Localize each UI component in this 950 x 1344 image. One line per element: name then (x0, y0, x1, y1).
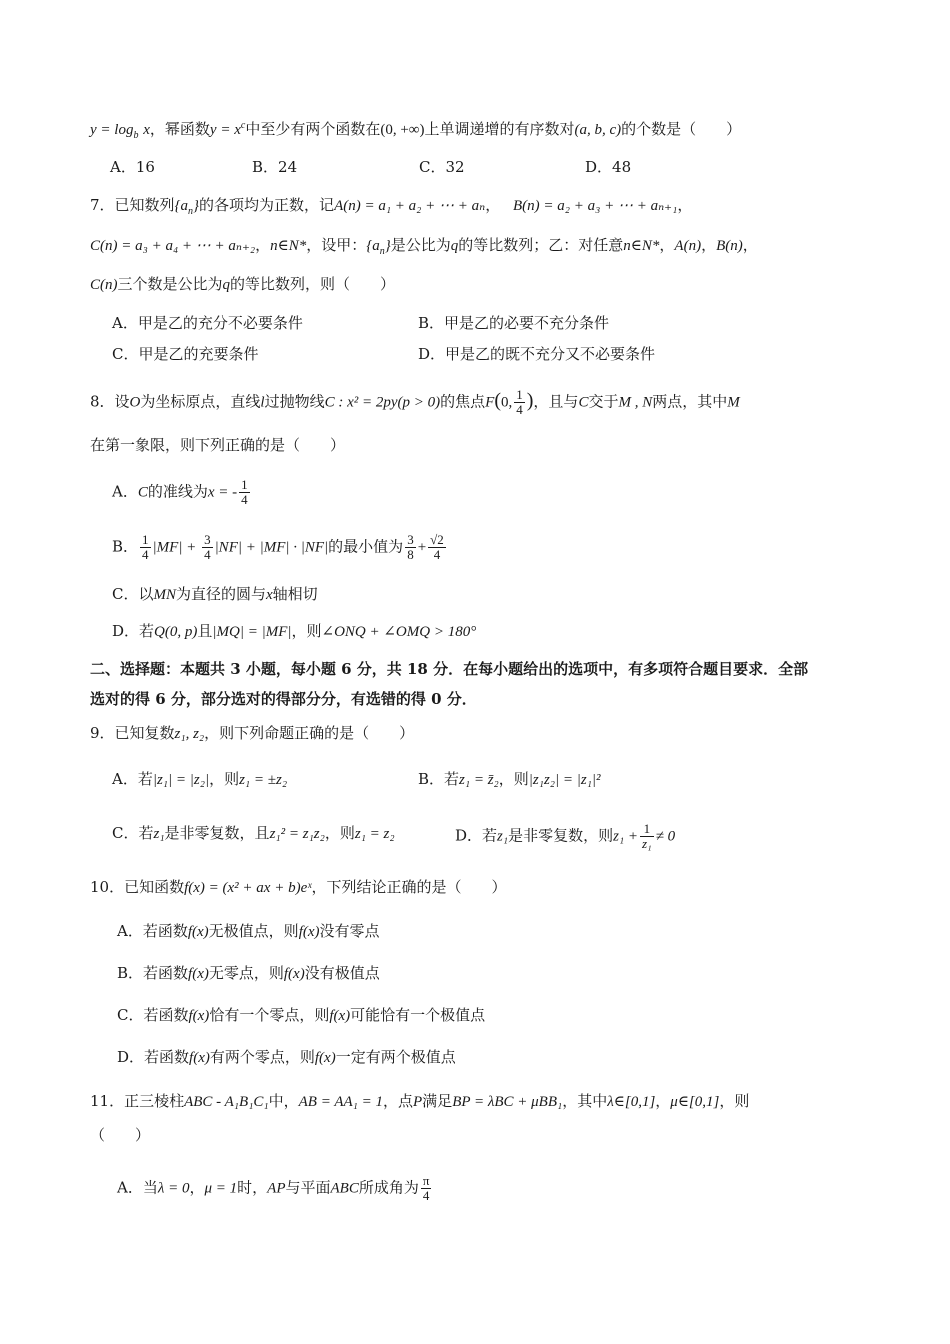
q6-interval: (0, +∞) (380, 122, 425, 138)
q9-d-t: 是非零复数，则 (508, 826, 614, 845)
q9-stem (90, 722, 414, 745)
q8-focus: ( (494, 389, 501, 412)
q8-option-b[interactable]: B． $\frac{1}{4}$ |MF| + $\frac{3}{4}$ |NF| + |MF| · |NF|的最小值为 $\frac{3}{8}$ + $\frac{√2}{4}$ (112, 532, 444, 562)
q9-b-cond: z₁ = z̄₂ (459, 772, 499, 788)
q8-t4: ，且与 (533, 392, 579, 411)
q10-c-4: 可能恰有一个极值点 (350, 1006, 486, 1024)
q8-focus-zero: 0 (501, 394, 509, 411)
q7-t1: 是公比为 (390, 236, 451, 254)
q10-b-0: B．若函数 (117, 964, 189, 982)
q7-comma2: ， (677, 196, 693, 214)
q10-d-1: f(x) (189, 1050, 210, 1066)
q6-log-x: x (143, 122, 150, 138)
q7-t3: 的等比数列，则（ ） (230, 275, 396, 293)
q11-t6: ，则 (719, 1092, 750, 1110)
q11-len: AB = AA₁ = 1 (298, 1094, 383, 1110)
q8-option-a[interactable] (112, 478, 252, 507)
q6-power: y = x (209, 122, 241, 138)
q8-a-C: C (137, 484, 148, 501)
q7-q: q (450, 238, 459, 254)
q6-tail-line (90, 118, 741, 141)
q9-stem-a: 9．已知复数 (90, 724, 175, 742)
q6-text4: 的个数是（ ） (621, 120, 742, 138)
q9-c-t2: ，则 (324, 824, 355, 842)
q8-d-eq: |MQ| = |MF| (212, 624, 292, 640)
q11-t5: ， (655, 1092, 671, 1110)
q9-option-a[interactable] (112, 768, 287, 791)
q9-c-t: 是非零复数，且 (164, 824, 270, 842)
q10-option-c[interactable] (117, 1004, 485, 1027)
q9-b-res: |z₁z₂| = |z₁|² (528, 772, 601, 788)
q7-B: B(n) = a₂ + a₃ + ⋯ + aₙ₊₁ (513, 198, 678, 214)
q7-q2: q (222, 277, 231, 293)
q8-d-label: D．若 (112, 622, 155, 640)
q6-text3: 上单调递增的有序数对 (424, 120, 575, 138)
q11-line2: （ ） (90, 1126, 151, 1144)
q7-nN: n∈N* (270, 238, 307, 254)
q8-F: F (485, 394, 495, 411)
q10-c-3: f(x) (329, 1008, 351, 1024)
q8-t3: 的焦点 (440, 392, 486, 411)
q10-b-4: 没有极值点 (304, 964, 380, 982)
q8-b-MF: |MF| + (152, 539, 201, 556)
q10-b-2: 无零点，则 (208, 964, 284, 982)
q11-mu: μ∈[0,1] (670, 1094, 720, 1110)
q8-line1 (90, 388, 740, 417)
q8-t6: 两点，其中 (652, 392, 728, 411)
q10-option-b[interactable] (117, 962, 380, 985)
q11-stem: 11．正三棱柱 (90, 1092, 185, 1110)
q7-c1: ， (255, 236, 271, 254)
q10-b-3: f(x) (283, 966, 305, 982)
q10-a-3: f(x) (298, 924, 320, 940)
q8-d-t: 且 (197, 622, 213, 640)
q10-d-3: f(x) (314, 1050, 336, 1066)
q8-t5: 交于 (588, 392, 619, 411)
q10-a-0: A．若函数 (117, 922, 188, 940)
q11-a-t: 时， (237, 1178, 268, 1197)
q10-d-2: 有两个零点，则 (209, 1048, 315, 1066)
q9-option-b[interactable] (418, 768, 601, 791)
q11-a-t3: 所成角为 (358, 1178, 419, 1197)
q9-c-z: z₁ (153, 826, 165, 842)
q11-prism: ABC - A₁B₁C₁ (184, 1094, 269, 1110)
q11-line1 (90, 1090, 749, 1113)
q10-c-0: C．若函数 (117, 1006, 189, 1024)
q10-stem (90, 876, 507, 899)
q11-a-AP: AP (267, 1180, 286, 1197)
q8-l: l (260, 394, 265, 411)
q7-c4: ， (742, 236, 758, 254)
q9-d-label: D．若 (455, 826, 498, 845)
q8-c-t: 为直径的圆与 (175, 585, 266, 603)
q7-jia: ，设甲： (306, 236, 367, 254)
q11-t3: 满足 (422, 1092, 453, 1110)
q6-text2: 中至少有两个函数在 (245, 120, 381, 138)
q11-lambda: λ∈[0,1] (607, 1094, 656, 1110)
q7-t2: 三个数是公比为 (117, 275, 223, 293)
q7-seq: $\{a_n\}$ (174, 198, 200, 217)
q8-option-d[interactable] (112, 620, 476, 643)
q6-option-a[interactable]: A．16 (110, 158, 155, 176)
q9-b-t: ，则 (498, 770, 529, 788)
q10-a-2: 无极值点，则 (208, 922, 299, 940)
q7-yi: 的等比数列；乙：对任意 (458, 236, 624, 254)
q7-nN2: n∈N* (623, 238, 660, 254)
q9-d-expr: z₁ + (613, 828, 639, 845)
q7-text: 的各项均为正数，记 (199, 196, 335, 214)
q8-a-frac: $\frac{1}{4}$ (241, 477, 248, 507)
q6-text: ，幂函数 (149, 120, 210, 138)
q7-comma: ， (485, 196, 501, 214)
q8-a-label: A． (112, 482, 138, 501)
q7-option-c[interactable]: C．甲是乙的充要条件 (112, 345, 259, 363)
q10-d-0: D．若函数 (117, 1048, 190, 1066)
q8-focus-comma: , (508, 394, 513, 411)
q8-d-angle: ∠ONQ + ∠OMQ > 180° (321, 624, 477, 640)
q7-c2: ， (659, 236, 675, 254)
q9-a-label: A．若 (112, 770, 153, 788)
q9-a-cond: |z₁| = |z₂| (152, 772, 210, 788)
q7-line1 (90, 194, 692, 217)
q10-a-4: 没有零点 (319, 922, 380, 940)
q10-stem-c: ，下列结论正确的是（ ） (311, 878, 507, 896)
q7-Cn: C(n) (90, 277, 118, 293)
q8-b-frac1: $\frac{1}{4}$ (142, 532, 149, 562)
q11-a-c: ， (189, 1178, 205, 1197)
section2-line1: 二、选择题：本题共 3 小题，每小题 6 分，共 18 分．在每小题给出的选项中，有多项符合题目要求．全部 (90, 660, 809, 678)
q9-c-res: z₁ = z₂ (354, 826, 395, 842)
q8-MN: M , N (618, 394, 653, 411)
q10-a-1: f(x) (187, 924, 209, 940)
q7-option-d[interactable]: D．甲是乙的既不充分又不必要条件 (418, 345, 656, 363)
q7-c3: ， (701, 236, 717, 254)
q10-c-1: f(x) (188, 1008, 210, 1024)
q11-option-a[interactable] (117, 1174, 433, 1203)
q8-c-x: x (266, 587, 273, 603)
q7-Bn: B(n) (716, 238, 743, 254)
q7-stem: 7．已知数列 (90, 196, 175, 214)
q8-stem: 8．设 (90, 392, 130, 411)
q8-b-expr: |NF| + |MF| · |NF| (214, 539, 329, 556)
q11-a-lambda: λ = 0 (157, 1180, 190, 1197)
q9-d-z: z₁ (497, 828, 509, 845)
q10-d-4: 一定有两个极值点 (335, 1048, 456, 1066)
q8-c-t2: 轴相切 (272, 585, 318, 603)
q7-seq2: $\{a_n\}$ (366, 238, 391, 257)
q8-option-c[interactable] (112, 583, 318, 606)
q8-b-t: 的最小值为 (328, 537, 404, 556)
q6-option-b[interactable]: B．24 (252, 158, 298, 176)
q11-vec: BP = λBC + μBB₁ (452, 1094, 563, 1110)
q9-option-d[interactable] (455, 822, 675, 851)
q11-a-mu: μ = 1 (204, 1180, 238, 1197)
q8-t2: 过抛物线 (264, 392, 325, 411)
q9-d-ne: ≠ 0 (655, 828, 676, 845)
q8-d-Q: Q(0, p) (154, 624, 198, 640)
q9-b-label: B．若 (418, 770, 460, 788)
q9-a-t: ，则 (209, 770, 240, 788)
q7-C: C(n) = a₃ + a₄ + ⋯ + aₙ₊₂ (90, 238, 256, 254)
q8-focus-frac: $\frac{1}{4}$ (516, 387, 523, 417)
q11-a-ABC: ABC (330, 1180, 359, 1197)
q7-A: A(n) = a₁ + a₂ + ⋯ + aₙ (334, 198, 486, 214)
q9-z: z₁, z₂ (174, 726, 205, 742)
q10-stem-a: 10．已知函数 (90, 878, 185, 896)
q11-t1: 中， (268, 1092, 299, 1110)
q8-d-t2: ，则 (291, 622, 322, 640)
q6-log: y = log (90, 122, 134, 138)
q8-C: C (578, 394, 589, 411)
q11-t4: ，其中 (562, 1092, 608, 1110)
q9-d-frac: $\frac{1}{\text{z₁}}$ (642, 821, 652, 851)
q6-tuple: (a, b, c) (574, 122, 622, 138)
q8-c-MN: MN (153, 587, 176, 603)
section2-line2: 选对的得 6 分，部分选对的得部分分，有选错的得 0 分． (90, 690, 477, 708)
q9-c-eq: z₁² = z₁z₂ (269, 826, 325, 842)
q7-line2 (90, 234, 758, 257)
q7-line3 (90, 273, 395, 296)
q10-b-1: f(x) (188, 966, 209, 982)
q8-b-frac3: $\frac{3}{8}$ (407, 532, 414, 562)
q8-a-x: x = - (207, 484, 238, 501)
q11-P: P (413, 1094, 423, 1110)
q8-b-frac2: $\frac{3}{4}$ (204, 532, 211, 562)
q9-stem-c: ，则下列命题正确的是（ ） (204, 724, 415, 742)
q11-a-label: A．当 (117, 1178, 158, 1197)
q7-An: A(n) (674, 238, 702, 254)
q10-option-d[interactable] (117, 1046, 456, 1069)
q7-option-b[interactable]: B．甲是乙的必要不充分条件 (418, 314, 610, 332)
q8-M: M (727, 394, 740, 411)
q10-option-a[interactable] (117, 920, 380, 943)
q9-c-label: C．若 (112, 824, 154, 842)
q8-O: O (129, 394, 141, 411)
q8-parabola: C : x² = 2py(p > 0) (324, 394, 441, 411)
q9-option-c[interactable] (112, 822, 395, 845)
q10-c-2: 恰有一个零点，则 (209, 1006, 330, 1024)
q10-func: f(x) = (x² + ax + b)eˣ (184, 880, 312, 896)
q8-line2: 在第一象限，则下列正确的是（ ） (90, 436, 346, 454)
q8-b-frac4: $\frac{√2}{4}$ (430, 532, 444, 562)
q7-option-a[interactable]: A．甲是乙的充分不必要条件 (112, 314, 303, 332)
q8-c-label: C．以 (112, 585, 154, 603)
q6-option-d[interactable]: D．48 (585, 158, 632, 176)
q11-t2: ，点 (382, 1092, 413, 1110)
q8-b-label: B． (112, 537, 139, 556)
q11-a-frac: $\frac{\pi}{4}$ (422, 1173, 430, 1203)
q9-a-res: z₁ = ±z₂ (239, 772, 288, 788)
q8-a-t: 的准线为 (147, 482, 208, 501)
q6-log-base: b (133, 130, 139, 141)
q8-t1: 为坐标原点，直线 (140, 392, 261, 411)
q8-focus-close: ) (526, 389, 534, 412)
q11-a-t2: 与平面 (285, 1178, 331, 1197)
q6-option-c[interactable]: C．32 (419, 158, 465, 176)
q6-power-exp: c (240, 120, 246, 131)
